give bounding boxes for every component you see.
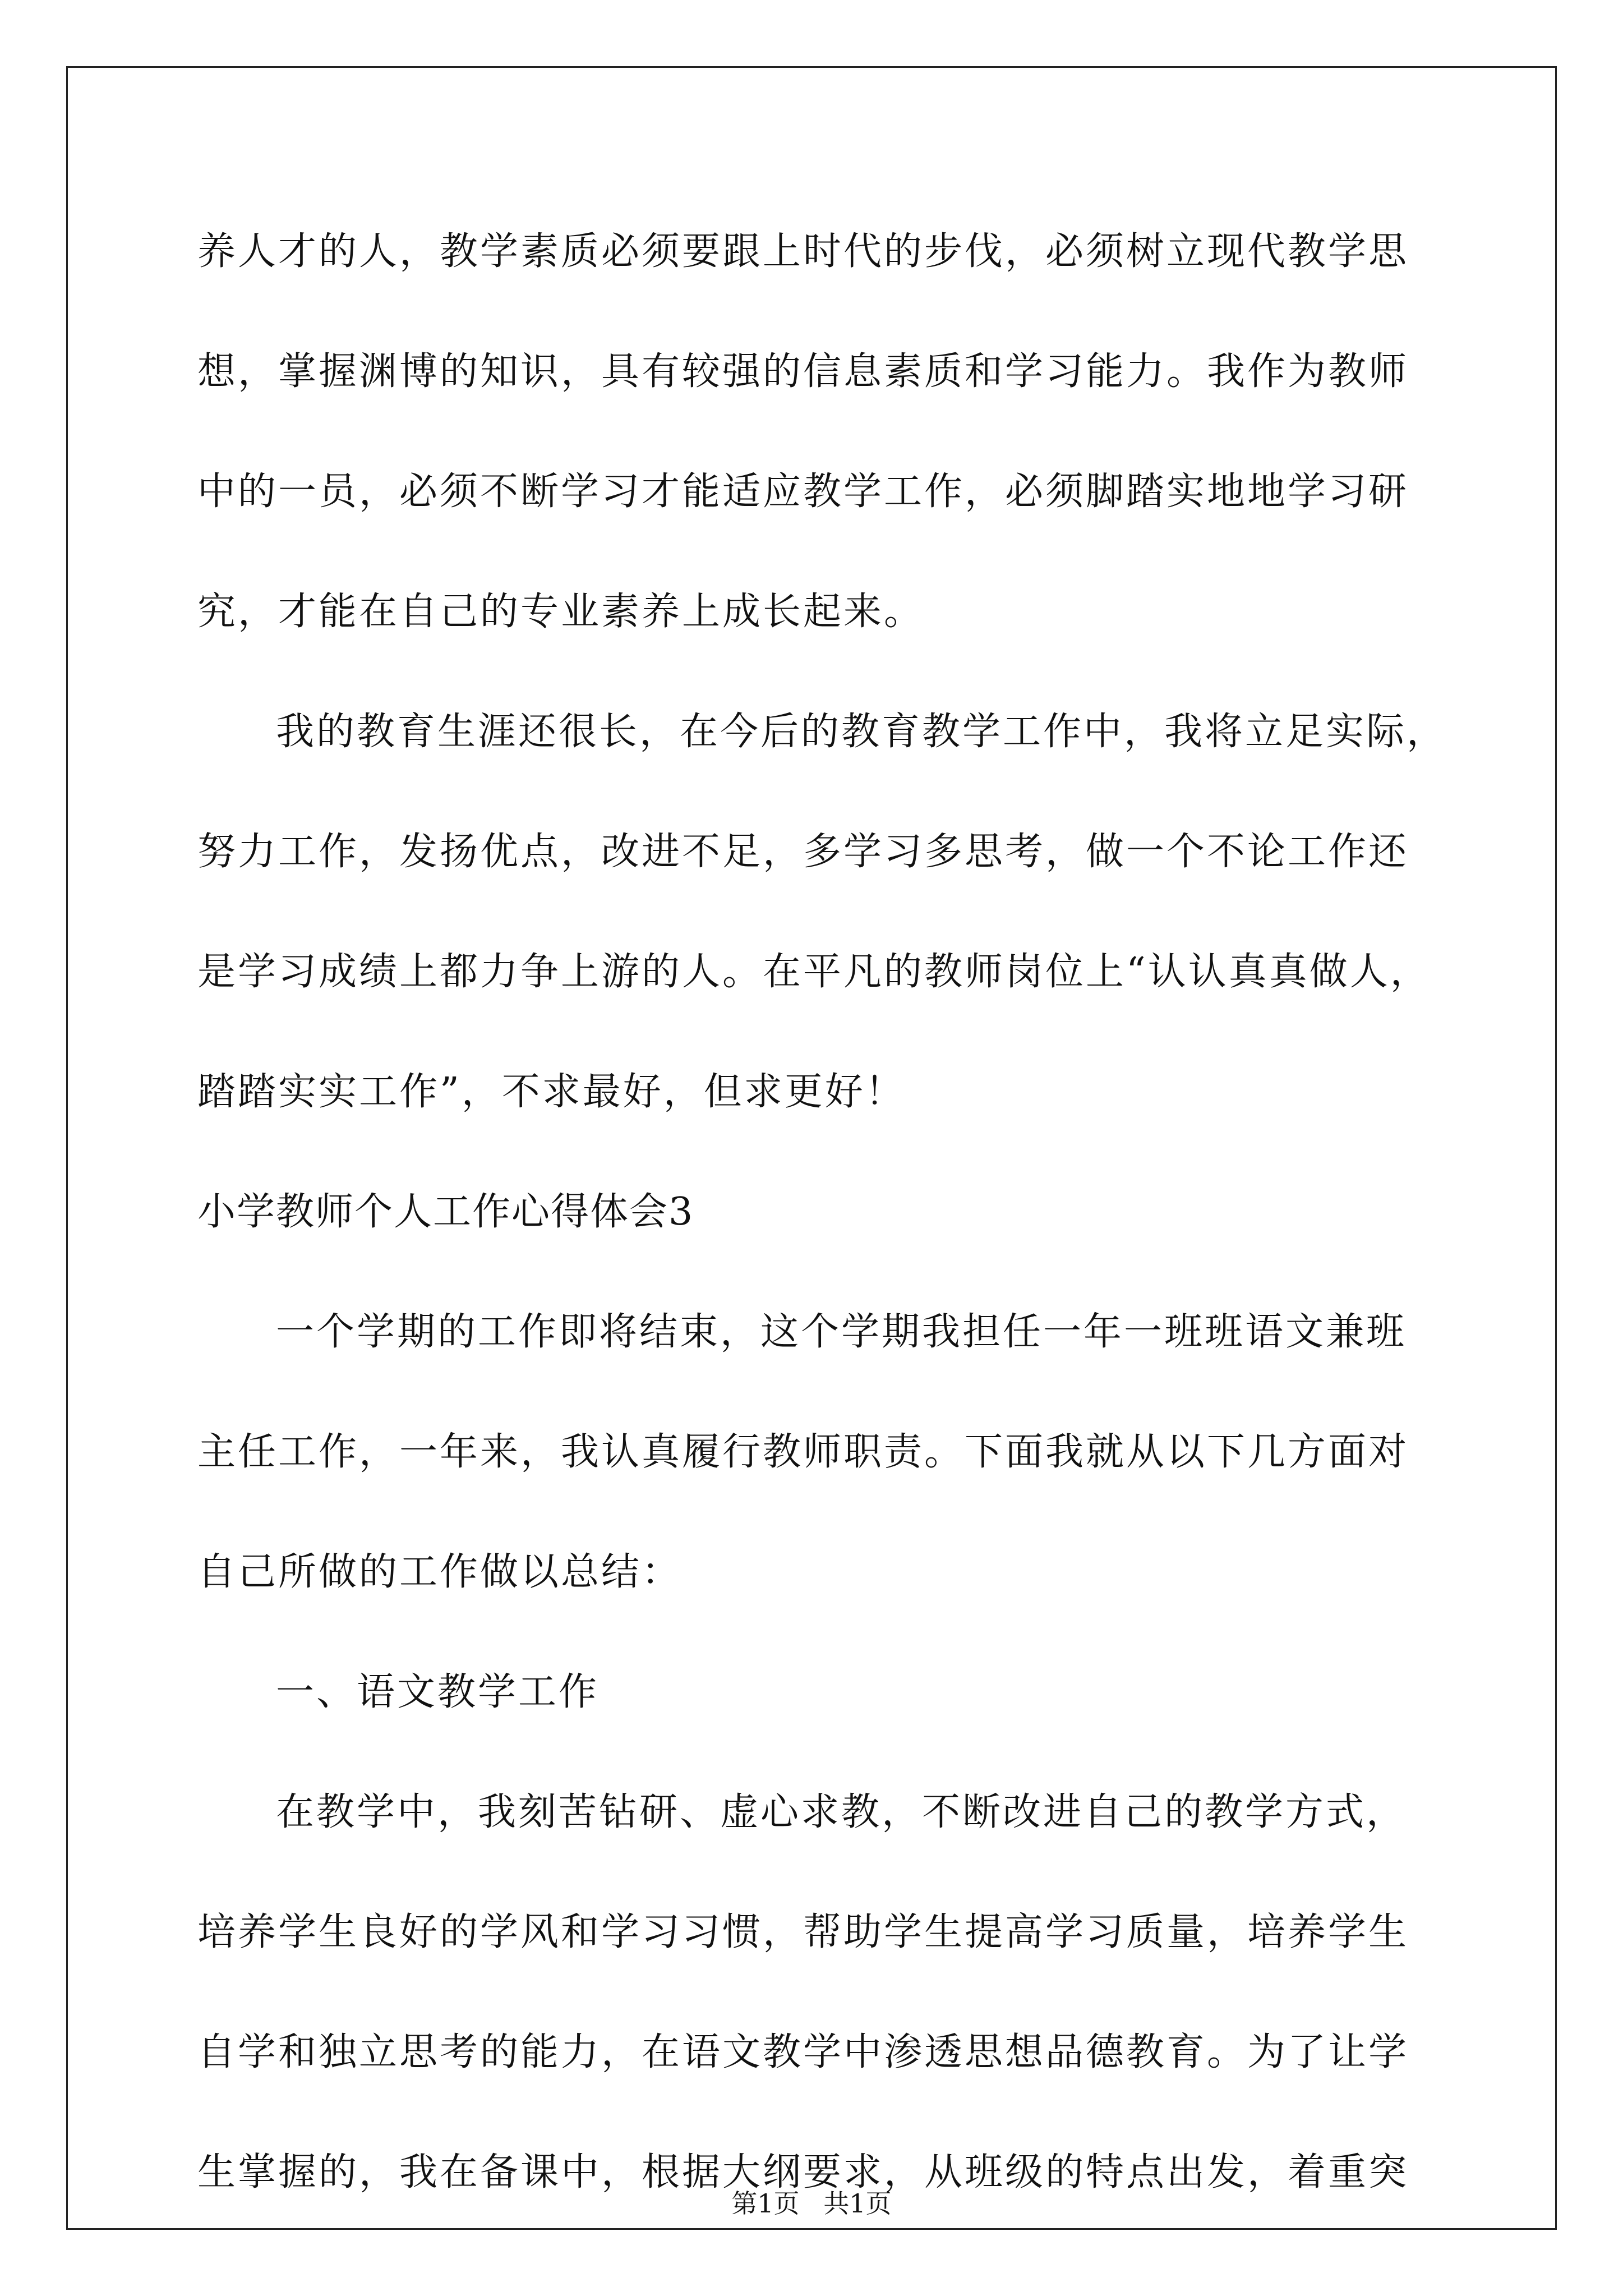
paragraph-line: 踏踏实实工作”，不求最好，但求更好！ bbox=[197, 1070, 906, 1114]
paragraph-line: 努力工作，发扬优点，改进不足，多学习多思考，做一个不论工作还 bbox=[197, 830, 1409, 874]
page-number-current: 第1页 bbox=[731, 2188, 800, 2219]
paragraph-line: 生掌握的，我在备课中，根据大纲要求，从班级的特点出发，着重突 bbox=[197, 2150, 1409, 2194]
subsection-heading: 一、语文教学工作 bbox=[276, 1670, 600, 1714]
paragraph-line: 我的教育生涯还很长，在今后的教育教学工作中，我将立足实际， bbox=[276, 710, 1447, 754]
page-number-total: 共1页 bbox=[823, 2188, 892, 2219]
paragraph-line: 在教学中，我刻苦钻研、虚心求教，不断改进自己的教学方式， bbox=[276, 1790, 1407, 1834]
paragraph-line: 主任工作，一年来，我认真履行教师职责。下面我就从以下几方面对 bbox=[197, 1430, 1409, 1474]
paragraph-line: 想，掌握渊博的知识，具有较强的信息素质和学习能力。我作为教师 bbox=[197, 349, 1409, 394]
page-footer bbox=[0, 2187, 1623, 2220]
paragraph-line: 培养学生良好的学风和学习习惯，帮助学生提高学习质量，培养学生 bbox=[197, 1910, 1409, 1954]
section-title: 小学教师个人工作心得体会3 bbox=[197, 1190, 694, 1234]
document-body bbox=[197, 213, 1447, 2254]
paragraph-line: 是学习成绩上都力争上游的人。在平凡的教师岗位上“认认真真做人， bbox=[197, 950, 1431, 994]
paragraph-line: 一个学期的工作即将结束，这个学期我担任一年一班班语文兼班 bbox=[276, 1310, 1407, 1354]
paragraph-line: 究，才能在自己的专业素养上成长起来。 bbox=[197, 590, 925, 634]
paragraph-line: 自学和独立思考的能力，在语文教学中渗透思想品德教育。为了让学 bbox=[197, 2030, 1409, 2074]
paragraph-line: 养人才的人，教学素质必须要跟上时代的步伐，必须树立现代教学思 bbox=[197, 229, 1409, 274]
paragraph-line: 自己所做的工作做以总结： bbox=[197, 1550, 683, 1594]
paragraph-line: 中的一员，必须不断学习才能适应教学工作，必须脚踏实地地学习研 bbox=[197, 470, 1409, 514]
